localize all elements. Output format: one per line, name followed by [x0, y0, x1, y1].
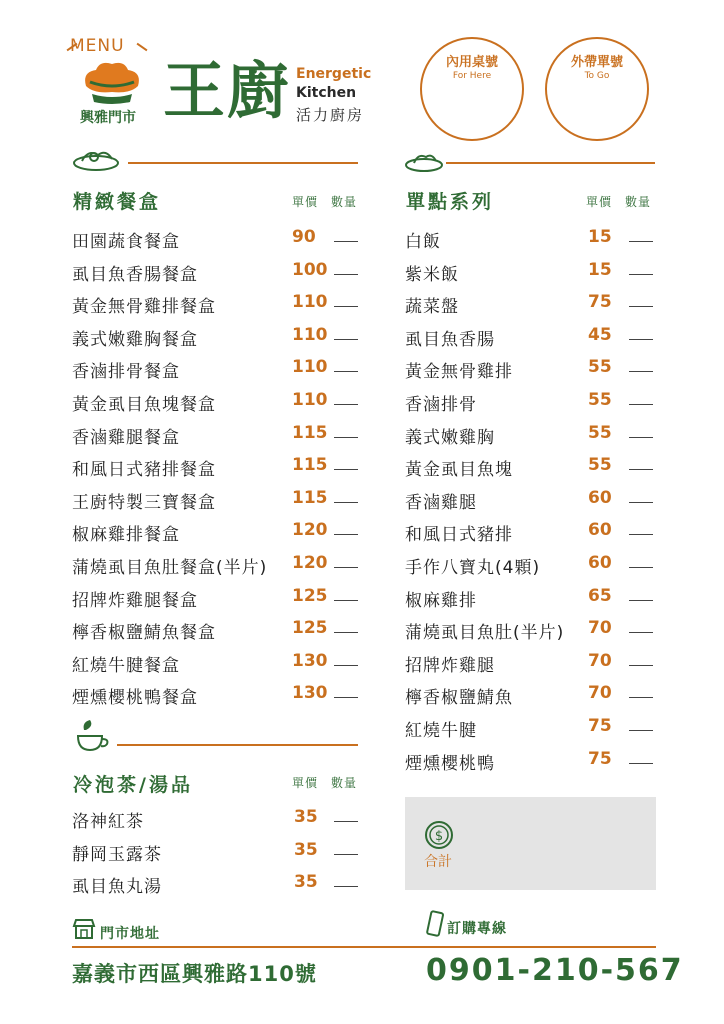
quantity-blank[interactable] — [334, 502, 358, 503]
menu-item-row — [405, 455, 661, 485]
menu-item-row — [72, 683, 362, 713]
menu-item-price: 70 — [588, 683, 612, 704]
take-out-sub: To Go — [584, 71, 610, 81]
menu-item-name: 紫米飯 — [405, 264, 459, 285]
quantity-blank[interactable] — [334, 854, 358, 855]
menu-item-row — [405, 749, 661, 779]
menu-item-name: 虱目魚丸湯 — [72, 877, 162, 898]
menu-item-price: 35 — [294, 807, 318, 827]
menu-item-name: 虱目魚香腸 — [405, 329, 495, 350]
menu-item-row — [405, 325, 661, 355]
menu-item-row — [405, 716, 661, 746]
menu-item-row — [72, 872, 362, 902]
menu-item-row — [72, 520, 362, 550]
menu-item-price: 110 — [292, 324, 328, 345]
take-out-order-number[interactable] — [545, 37, 649, 141]
menu-item-price: 100 — [292, 259, 328, 280]
menu-item-name: 王廚特製三寶餐盒 — [72, 492, 216, 513]
menu-item-price: 60 — [588, 520, 612, 541]
menu-item-price: 15 — [588, 227, 612, 247]
menu-item-name: 洛神紅茶 — [72, 812, 144, 832]
svg-text:$: $ — [434, 829, 444, 844]
bento-title: 精緻餐盒 — [73, 191, 162, 213]
quantity-blank[interactable] — [334, 339, 358, 340]
menu-item-price: 125 — [292, 618, 328, 639]
menu-word: MENU — [70, 36, 125, 56]
menu-item-price: 70 — [588, 618, 612, 639]
total-label: 合計 — [424, 854, 452, 870]
quantity-blank[interactable] — [629, 502, 653, 503]
drinks-price-header: 單價 — [292, 776, 319, 790]
quantity-blank[interactable] — [629, 339, 653, 340]
quantity-blank[interactable] — [629, 371, 653, 372]
dine-in-table-number[interactable] — [420, 37, 524, 141]
brand-chinese: 活力廚房 — [296, 106, 365, 124]
drinks-divider — [117, 744, 358, 746]
menu-item-row — [72, 586, 362, 616]
menu-item-row — [72, 488, 362, 518]
menu-item-name: 煙燻櫻桃鴨 — [405, 753, 495, 774]
take-out-title: 外帶單號 — [570, 55, 623, 70]
drinks-qty-header: 數量 — [331, 776, 358, 790]
menu-item-price: 45 — [588, 324, 612, 345]
quantity-blank[interactable] — [334, 821, 358, 822]
storefront-icon — [72, 918, 96, 940]
menu-item-price: 90 — [292, 227, 316, 247]
quantity-blank[interactable] — [629, 469, 653, 470]
menu-item-name: 黃金無骨雞排 — [405, 362, 513, 383]
menu-item-name: 招牌炸雞腿 — [405, 655, 495, 676]
menu-item-price: 35 — [294, 839, 318, 860]
menu-item-name: 香滷排骨 — [405, 395, 477, 415]
quantity-blank[interactable] — [334, 306, 358, 307]
menu-item-name: 白飯 — [405, 232, 441, 252]
quantity-blank[interactable] — [334, 371, 358, 372]
footer-divider — [72, 946, 656, 948]
menu-item-row — [405, 618, 661, 648]
quantity-blank[interactable] — [629, 274, 653, 275]
dine-in-title: 內用桌號 — [445, 55, 498, 70]
menu-item-row — [405, 357, 661, 387]
menu-item-row — [405, 292, 661, 322]
menu-item-name: 蒲燒虱目魚肚餐盒(半片) — [72, 558, 268, 578]
menu-item-price: 70 — [588, 650, 612, 671]
menu-item-name: 義式嫩雞胸餐盒 — [72, 329, 198, 350]
menu-item-price: 55 — [588, 455, 612, 476]
menu-item-price: 15 — [588, 259, 612, 280]
menu-item-row — [72, 357, 362, 387]
alacarte-divider — [446, 162, 655, 164]
menu-item-price: 55 — [588, 422, 612, 443]
quantity-blank[interactable] — [629, 632, 653, 633]
quantity-blank[interactable] — [629, 665, 653, 666]
menu-item-name: 紅燒牛腱 — [405, 721, 477, 741]
menu-item-name: 檸香椒鹽鯖魚 — [405, 688, 513, 709]
store-address: 嘉義市西區興雅路110號 — [72, 962, 317, 986]
menu-item-row — [405, 683, 661, 713]
menu-item-row — [72, 455, 362, 485]
mobile-phone-icon — [426, 910, 444, 938]
menu-item-price: 130 — [292, 683, 328, 704]
order-phone-number[interactable]: 0901-210-567 — [426, 953, 684, 988]
quantity-blank[interactable] — [334, 241, 358, 242]
menu-item-row — [72, 227, 362, 257]
alacarte-price-header: 單價 — [586, 195, 613, 209]
menu-item-price: 55 — [588, 390, 612, 410]
brand-english-1: Energetic — [296, 66, 372, 82]
menu-item-price: 120 — [292, 553, 328, 573]
menu-item-name: 紅燒牛腱餐盒 — [72, 655, 180, 676]
quantity-blank[interactable] — [629, 241, 653, 242]
menu-item-name: 煙燻櫻桃鴨餐盒 — [72, 688, 198, 709]
menu-item-row — [72, 325, 362, 355]
quantity-blank[interactable] — [629, 306, 653, 307]
menu-item-name: 虱目魚香腸餐盒 — [72, 264, 198, 285]
brand-english-2: Kitchen — [296, 85, 357, 101]
menu-item-name: 蔬菜盤 — [405, 297, 459, 318]
chef-hat-icon — [80, 60, 144, 106]
menu-item-name: 蒲燒虱目魚肚(半片) — [405, 623, 565, 644]
menu-item-name: 黃金虱目魚塊 — [405, 460, 513, 481]
quantity-blank[interactable] — [334, 886, 358, 887]
menu-item-name: 黃金無骨雞排餐盒 — [72, 297, 216, 318]
menu-item-row — [405, 260, 661, 290]
menu-item-row — [72, 553, 362, 583]
drinks-title: 冷泡茶/湯品 — [73, 774, 193, 796]
menu-item-price: 60 — [588, 553, 612, 573]
menu-item-price: 65 — [588, 585, 612, 606]
menu-item-name: 香滷雞腿餐盒 — [72, 427, 180, 448]
menu-item-price: 35 — [294, 872, 318, 893]
dollar-coin-icon — [424, 820, 454, 850]
menu-item-name: 義式嫩雞胸 — [405, 427, 495, 448]
bento-qty-header: 數量 — [331, 195, 358, 209]
menu-item-price: 125 — [292, 585, 328, 606]
menu-item-price: 115 — [292, 487, 328, 508]
menu-item-row — [405, 423, 661, 453]
alacarte-title: 單點系列 — [406, 191, 495, 213]
menu-item-name: 檸香椒鹽鯖魚餐盒 — [72, 623, 216, 644]
bento-price-header: 單價 — [292, 195, 319, 209]
menu-item-price: 130 — [292, 650, 328, 671]
quantity-blank[interactable] — [334, 274, 358, 275]
menu-item-price: 110 — [292, 357, 328, 378]
menu-item-name: 和風日式豬排餐盒 — [72, 460, 216, 481]
menu-item-row — [405, 586, 661, 616]
quantity-blank[interactable] — [629, 404, 653, 405]
menu-item-price: 110 — [292, 390, 328, 410]
menu-item-row — [72, 260, 362, 290]
menu-item-name: 椒麻雞排 — [405, 590, 477, 611]
menu-item-price: 75 — [588, 748, 612, 769]
bento-box-icon — [72, 145, 122, 173]
menu-item-price: 75 — [588, 292, 612, 313]
quantity-blank[interactable] — [334, 567, 358, 568]
menu-item-name: 椒麻雞排餐盒 — [72, 525, 180, 546]
quantity-blank[interactable] — [334, 469, 358, 470]
quantity-blank[interactable] — [334, 534, 358, 535]
menu-item-row — [72, 807, 362, 837]
quantity-blank[interactable] — [629, 763, 653, 764]
dine-in-sub: For Here — [452, 71, 492, 81]
menu-dash-right — [137, 43, 148, 52]
quantity-blank[interactable] — [629, 730, 653, 731]
quantity-blank[interactable] — [629, 437, 653, 438]
menu-item-price: 115 — [292, 455, 328, 476]
quantity-blank[interactable] — [629, 567, 653, 568]
menu-item-name: 香滷排骨餐盒 — [72, 362, 180, 383]
quantity-blank[interactable] — [629, 697, 653, 698]
plate-dish-icon — [404, 147, 446, 173]
quantity-blank[interactable] — [334, 632, 358, 633]
quantity-blank[interactable] — [334, 600, 358, 601]
brand-name: 王廚 — [163, 54, 292, 127]
menu-item-price: 75 — [588, 716, 612, 736]
menu-item-row — [72, 390, 362, 420]
bento-divider — [128, 162, 358, 164]
menu-item-row — [72, 618, 362, 648]
quantity-blank[interactable] — [334, 665, 358, 666]
menu-item-row — [405, 227, 661, 257]
menu-item-row — [72, 292, 362, 322]
menu-item-row — [405, 390, 661, 420]
menu-item-price: 60 — [588, 487, 612, 508]
menu-item-name: 招牌炸雞腿餐盒 — [72, 590, 198, 611]
menu-item-row — [72, 423, 362, 453]
menu-item-row — [405, 553, 661, 583]
menu-item-name: 香滷雞腿 — [405, 492, 477, 513]
quantity-blank[interactable] — [629, 600, 653, 601]
menu-item-row — [405, 520, 661, 550]
menu-item-price: 115 — [292, 422, 328, 443]
quantity-blank[interactable] — [629, 534, 653, 535]
store-name-small: 興雅門市 — [80, 110, 136, 126]
menu-item-row — [405, 488, 661, 518]
alacarte-qty-header: 數量 — [625, 195, 652, 209]
menu-item-name: 手作八寶丸(4顆) — [405, 558, 541, 578]
menu-item-row — [72, 651, 362, 681]
menu-item-name: 黃金虱目魚塊餐盒 — [72, 395, 216, 415]
menu-item-price: 110 — [292, 292, 328, 313]
quantity-blank[interactable] — [334, 404, 358, 405]
menu-item-name: 田園蔬食餐盒 — [72, 232, 180, 252]
menu-item-name: 靜岡玉露茶 — [72, 844, 162, 865]
quantity-blank[interactable] — [334, 437, 358, 438]
menu-item-row — [72, 840, 362, 870]
menu-item-row — [405, 651, 661, 681]
menu-item-price: 55 — [588, 357, 612, 378]
tea-cup-icon — [72, 718, 112, 754]
menu-item-name: 和風日式豬排 — [405, 525, 513, 546]
address-label: 門市地址 — [100, 926, 160, 942]
phone-label: 訂購專線 — [447, 921, 507, 937]
menu-item-price: 120 — [292, 520, 328, 541]
quantity-blank[interactable] — [334, 697, 358, 698]
